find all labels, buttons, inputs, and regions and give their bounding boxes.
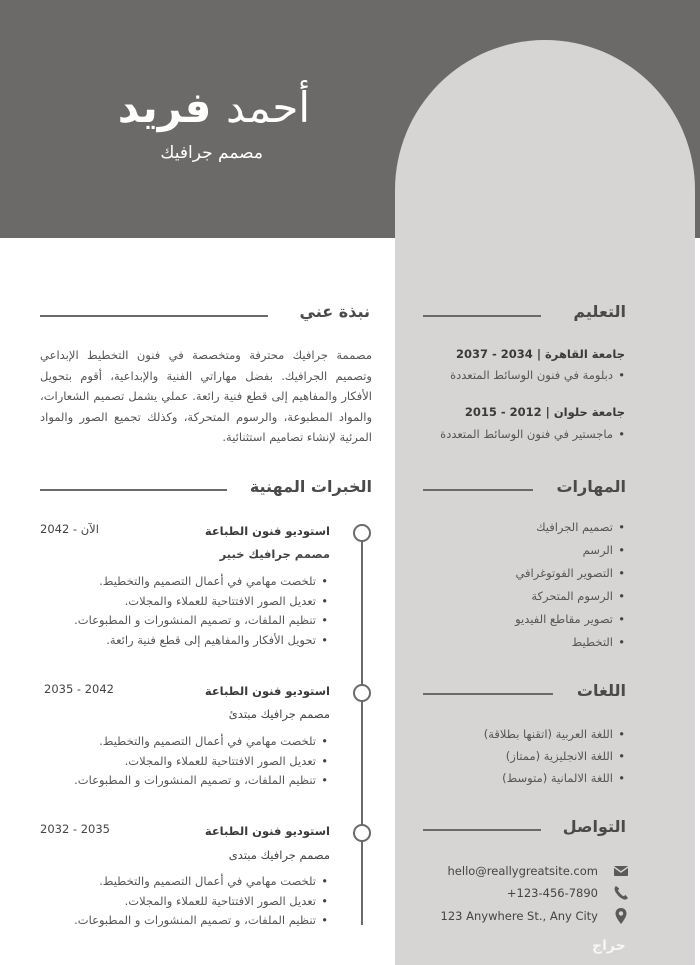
experience-bullets [60,572,330,650]
experience-dates: 2042 - الآن [40,522,99,536]
watermark: حراج [592,938,626,954]
language-item: • اللغة العربية (اتقنها بطلاقة) [450,723,627,745]
experience-bullet: • تلخصت مهامي في أعمال التصميم والتخطيط. [60,572,330,592]
contact-title: التواصل [562,817,626,836]
experience-bullet: • تنظيم الملفات، و تصميم المنشورات و المطبوعات. [60,911,330,931]
experience-title: الخبرات المهنية [249,477,372,496]
skill-item: • تصوير مقاطع الفيديو [460,608,627,631]
experience-rule [40,489,227,491]
experience-company: استوديو فنون الطباعة [204,824,330,838]
experience-company: استوديو فنون الطباعة [204,684,330,698]
language-item: • اللغة الالمانية (متوسط) [450,767,627,789]
skills-rule [423,489,533,491]
email-icon [612,862,630,880]
contact-email[interactable] [440,860,630,882]
skill-item: • التصوير الفوتوغرافي [460,562,627,585]
job-title: مصمم جرافيك [160,143,263,163]
languages-list [450,723,627,789]
skill-item: • الرسوم المتحركة [460,585,627,608]
person-name [80,80,310,136]
skills-title: المهارات [556,477,626,496]
education-entry-list [405,427,627,441]
education-entry-heading: جامعة القاهرة | 2034 - 2037 [456,347,625,361]
experience-bullet: • تلخصت مهامي في أعمال التصميم والتخطيط. [60,872,330,892]
language-item: • اللغة الانجليزية (ممتاز) [450,745,627,767]
experience-dates: 2032 - 2035 [40,822,110,836]
contact-address [440,905,630,927]
experience-bullet: • تعديل الصور الافتتاحية للعملاء والمجلات. [60,592,330,612]
experience-timeline [361,532,363,925]
experience-bullet: • تنظيم الملفات، و تصميم المنشورات و المطبوعات. [60,611,330,631]
address-text: 123 Anywhere St., Any City [440,909,598,923]
languages-rule [423,693,553,695]
about-text: مصممة جرافيك محترفة ومتخصصة في فنون التخطيط الإبداعي وتصميم الجرافيك. بفضل مهاراتي الفنية والإبداعية، أقوم بتحويل الأفكار والمفاهيم إلى قطع فنية رائعة. عملي يشمل تصميم الشعارات، والمواد المطبوعة، والرسوم المتحركة، وكذلك تجميع الصور والمواد المرئية لإنشاء تصاميم استثنائية. [40,348,372,444]
experience-bullets [60,872,330,931]
skills-list [460,516,627,654]
experience-bullets [60,732,330,791]
experience-company: استوديو فنون الطباعة [204,524,330,538]
contact-rule [423,829,541,831]
email-text[interactable]: hello@reallygreatsite.com [447,864,598,878]
languages-title: اللغات [576,681,626,700]
name-first: أحمد [226,83,310,132]
about-title: نبذة عني [299,302,370,321]
about-rule [40,315,268,317]
experience-bullet: • تعديل الصور الافتتاحية للعملاء والمجلات. [60,892,330,912]
phone-text[interactable]: +123-456-7890 [506,886,598,900]
timeline-dot [353,524,371,542]
education-entry-heading: جامعة حلوان | 2012 - 2015 [464,405,625,419]
experience-role: مصمم جرافيك مبتدى [228,848,330,862]
experience-role: مصمم جرافيك مبتدئ [228,707,330,721]
education-rule [423,315,541,317]
experience-bullet: • تحويل الأفكار والمفاهيم إلى قطع فنية رائعة. [60,631,330,651]
name-last: فريد [117,83,212,132]
education-entry-list [405,368,627,382]
timeline-dot [353,684,371,702]
experience-role: مصمم جرافيك خبير [219,547,330,561]
skill-item: • التخطيط [460,631,627,654]
phone-icon [612,884,630,902]
contact-phone[interactable] [440,882,630,904]
education-degree: • ماجستير في فنون الوسائط المتعددة [405,427,627,441]
education-title: التعليم [573,302,626,321]
experience-dates: 2035 - 2042 [44,682,114,696]
experience-bullet: • تعديل الصور الافتتاحية للعملاء والمجلات. [60,752,330,772]
experience-bullet: • تنظيم الملفات، و تصميم المنشورات و المطبوعات. [60,771,330,791]
location-icon [612,907,630,925]
education-degree: • دبلومة في فنون الوسائط المتعددة [405,368,627,382]
experience-bullet: • تلخصت مهامي في أعمال التصميم والتخطيط. [60,732,330,752]
skill-item: • تصميم الجرافيك [460,516,627,539]
skill-item: • الرسم [460,539,627,562]
timeline-dot [353,824,371,842]
